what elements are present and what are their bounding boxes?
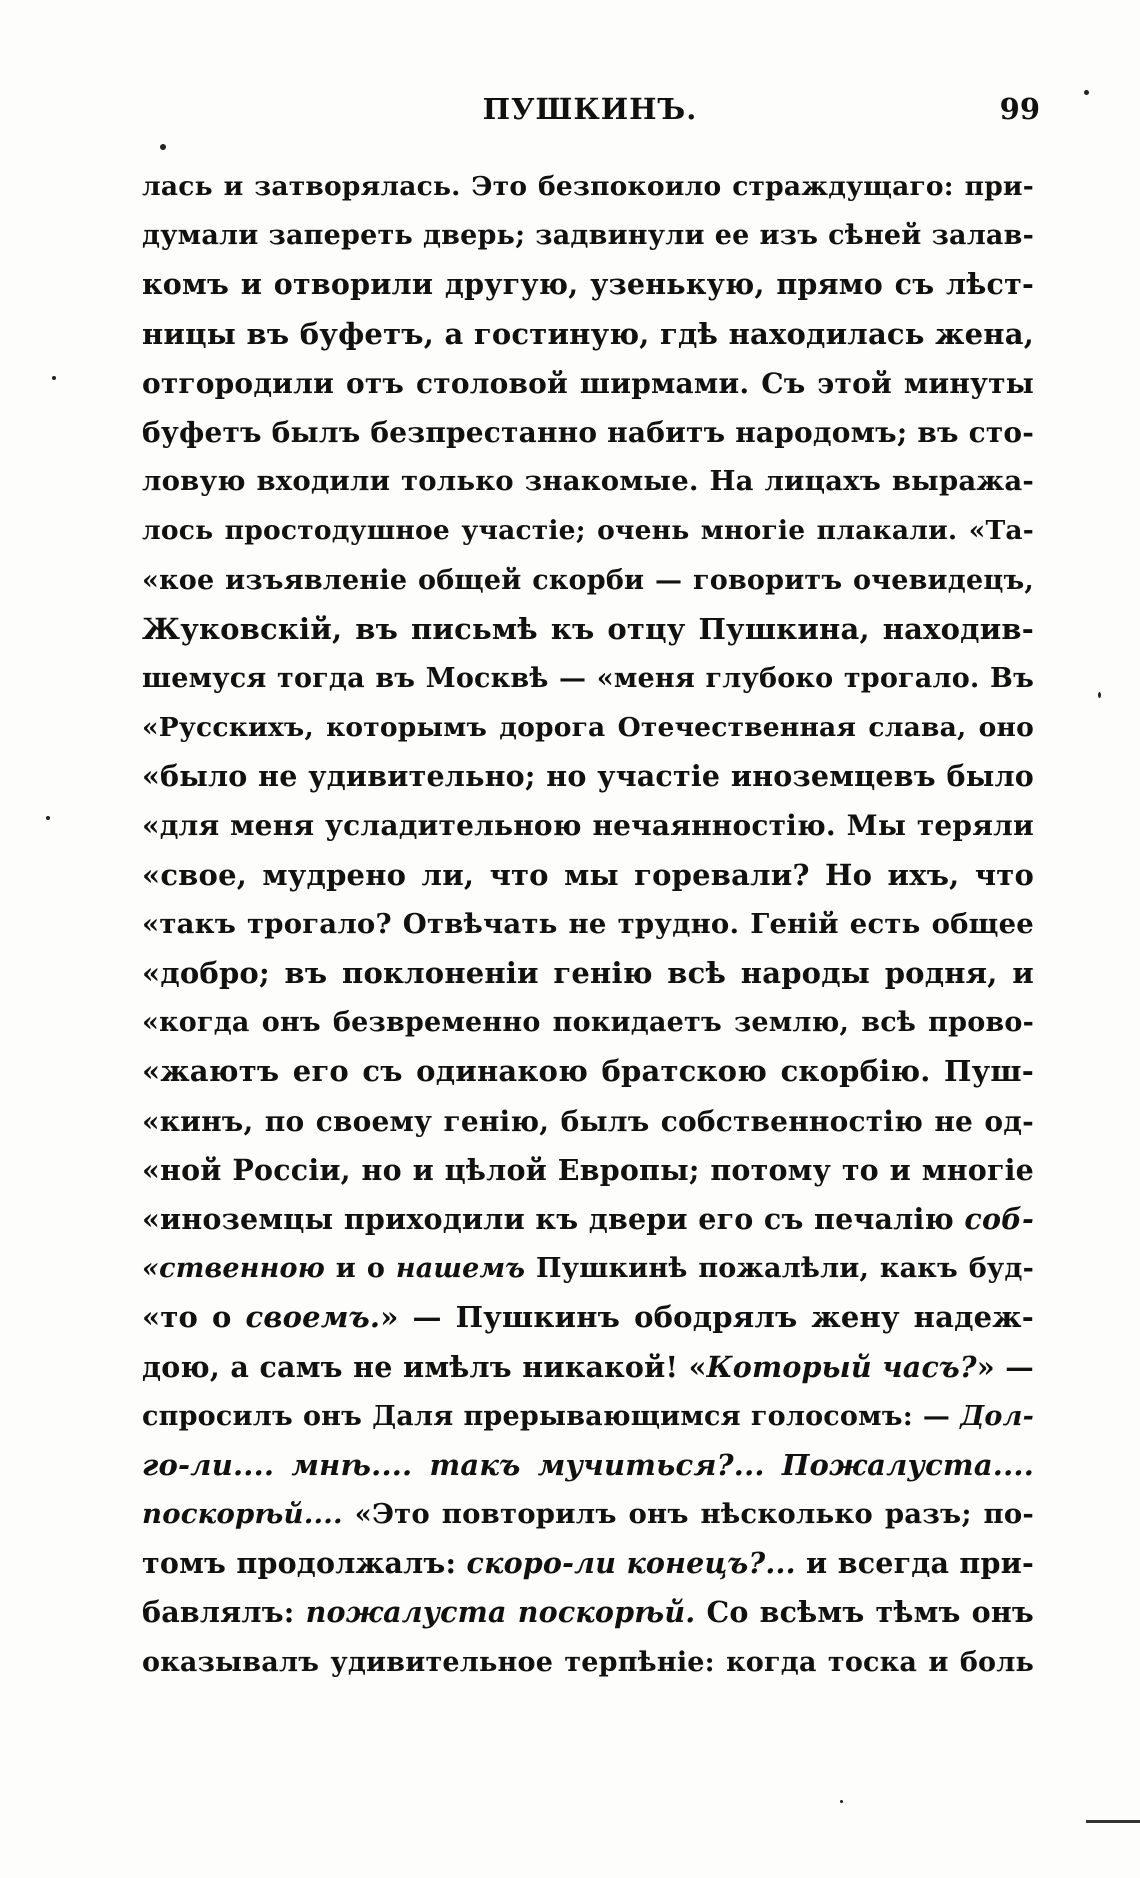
text-line (142, 1588, 1034, 1637)
text-line (142, 1343, 1034, 1392)
text-run: «Русскихъ, которымъ дорога Отечественная слава, оно (142, 712, 1034, 744)
text-line (142, 162, 1034, 211)
text-run: думали запереть дверь; задвинули ее изъ сѣней залав- (142, 220, 1034, 252)
text-run: «Это повторилъ онъ нѣсколько разъ; по- (342, 1498, 1034, 1531)
text-line (142, 1490, 1034, 1539)
running-head: ПУШКИНЪ. (482, 92, 698, 126)
text-line (142, 801, 1034, 850)
text-run: «для меня усладительною нечаянностію. Мы теряли (142, 809, 1034, 843)
text-line (142, 605, 1034, 654)
text-run: шемуся тогда въ Москвѣ — «меня глубоко трогало. Въ (142, 662, 1034, 694)
text-run: «свое, мудрено ли, что мы горевали? Но ихъ, что (142, 857, 1034, 892)
text-run: «кое изъявленіе общей скорби — говоритъ очевидецъ, (142, 564, 1034, 596)
text-run: «кинъ, по своему генію, былъ собственностію не од- (142, 1104, 1034, 1138)
text-run: лось простодушное участіе; очень многіе плакали. «Та- (142, 515, 1034, 547)
italic-run: скоро-ли конецъ?... (466, 1546, 796, 1581)
print-speck (840, 1800, 843, 1803)
text-run: лась и затворялась. Это безпокоило страждущаго: при- (142, 171, 1034, 202)
text-line (142, 359, 1034, 408)
italic-run: своемъ. (245, 1300, 381, 1335)
text-line (142, 1146, 1034, 1195)
italic-run: соб- (964, 1201, 1034, 1236)
text-line (142, 1539, 1034, 1588)
text-run: «ной Россіи, но и цѣлой Европы; потому то и многіе (142, 1152, 1034, 1187)
italic-run: го-ли.... мнѣ.... такъ мучиться?... Пожалуста.... (142, 1447, 1034, 1482)
text-run: Со всѣмъ тѣмъ онъ (695, 1595, 1034, 1630)
print-speck (1084, 90, 1089, 95)
text-run: «было не удивительно; но участіе иноземцевъ было (142, 759, 1034, 794)
text-run: и всегда при- (795, 1546, 1034, 1581)
page-number: 99 (999, 92, 1040, 126)
text-run: » — (976, 1349, 1034, 1384)
text-run: «когда онъ безвременно покидаетъ землю, всѣ прово- (142, 1007, 1034, 1039)
text-run: буфетъ былъ безпрестанно набитъ народомъ; въ сто- (142, 415, 1035, 449)
text-line (142, 752, 1034, 801)
text-line (142, 408, 1034, 457)
text-run: «такъ трогало? Отвѣчать не трудно. Геній есть общее (142, 907, 1034, 940)
text-line (142, 654, 1034, 703)
text-line (142, 556, 1034, 605)
text-line (142, 851, 1034, 900)
print-speck (52, 376, 56, 380)
body-text (142, 162, 1034, 1687)
text-run: дою, а самъ не имѣлъ никакой! « (142, 1349, 707, 1384)
italic-run: «ственною (142, 1253, 326, 1285)
text-run: спросилъ онъ Даля прерывающимся голосомъ: — (142, 1400, 961, 1432)
text-run: ницы въ буфетъ, а гостиную, гдѣ находилась жена, (142, 316, 1034, 351)
print-speck (160, 144, 166, 150)
text-line (142, 1638, 1034, 1687)
text-run: ловую входили только знакомые. На лицахъ выража- (142, 465, 1034, 498)
text-line (142, 457, 1034, 506)
text-run: и о (325, 1253, 396, 1285)
italic-run: пожалуста поскорѣй. (305, 1595, 696, 1630)
page-header (140, 92, 1040, 142)
text-line (142, 1097, 1034, 1146)
print-speck (46, 816, 50, 820)
text-line (142, 1047, 1034, 1096)
text-line (142, 1392, 1034, 1441)
text-line (142, 260, 1034, 309)
text-line (142, 900, 1034, 949)
italic-run: Который часъ? (706, 1349, 977, 1384)
text-run: «жаютъ его съ одинакою братскою скорбію. Пуш- (142, 1054, 1034, 1089)
text-run: томъ продолжалъ: (142, 1546, 467, 1581)
text-run: комъ и отворили другую, узенькую, прямо съ лѣст- (142, 267, 1034, 302)
text-line (142, 998, 1034, 1047)
text-run: «иноземцы приходили къ двери его съ печалію (142, 1201, 965, 1236)
page-edge-mark (1086, 1820, 1140, 1823)
text-line (142, 1195, 1034, 1244)
text-line (142, 1244, 1034, 1293)
text-line (142, 1293, 1034, 1342)
text-run: «то о (142, 1300, 246, 1335)
text-line (142, 211, 1034, 260)
text-run: бавлялъ: (142, 1595, 306, 1630)
text-run: Жуковскій, въ письмѣ къ отцу Пушкина, находив- (142, 611, 1034, 646)
italic-run: Дол- (960, 1400, 1034, 1432)
text-run: оказывалъ удивительное терпѣніе: когда тоска и боль (142, 1646, 1034, 1678)
italic-run: нашемъ (395, 1253, 526, 1285)
text-run: «добро; въ поклоненіи генію всѣ народы родня, и (142, 956, 1034, 990)
text-line (142, 310, 1034, 359)
text-run: Пушкинѣ пожалѣли, какъ буд- (525, 1253, 1035, 1285)
text-run: отгородили отъ столовой ширмами. Съ этой минуты (142, 366, 1034, 400)
text-run: » — Пушкинъ ободрялъ жену надеж- (380, 1300, 1034, 1335)
text-line (142, 949, 1034, 998)
text-line (142, 703, 1034, 752)
text-line (142, 506, 1034, 555)
print-speck (1098, 692, 1101, 698)
text-line (142, 1441, 1034, 1490)
italic-run: поскорѣй.... (142, 1498, 343, 1531)
